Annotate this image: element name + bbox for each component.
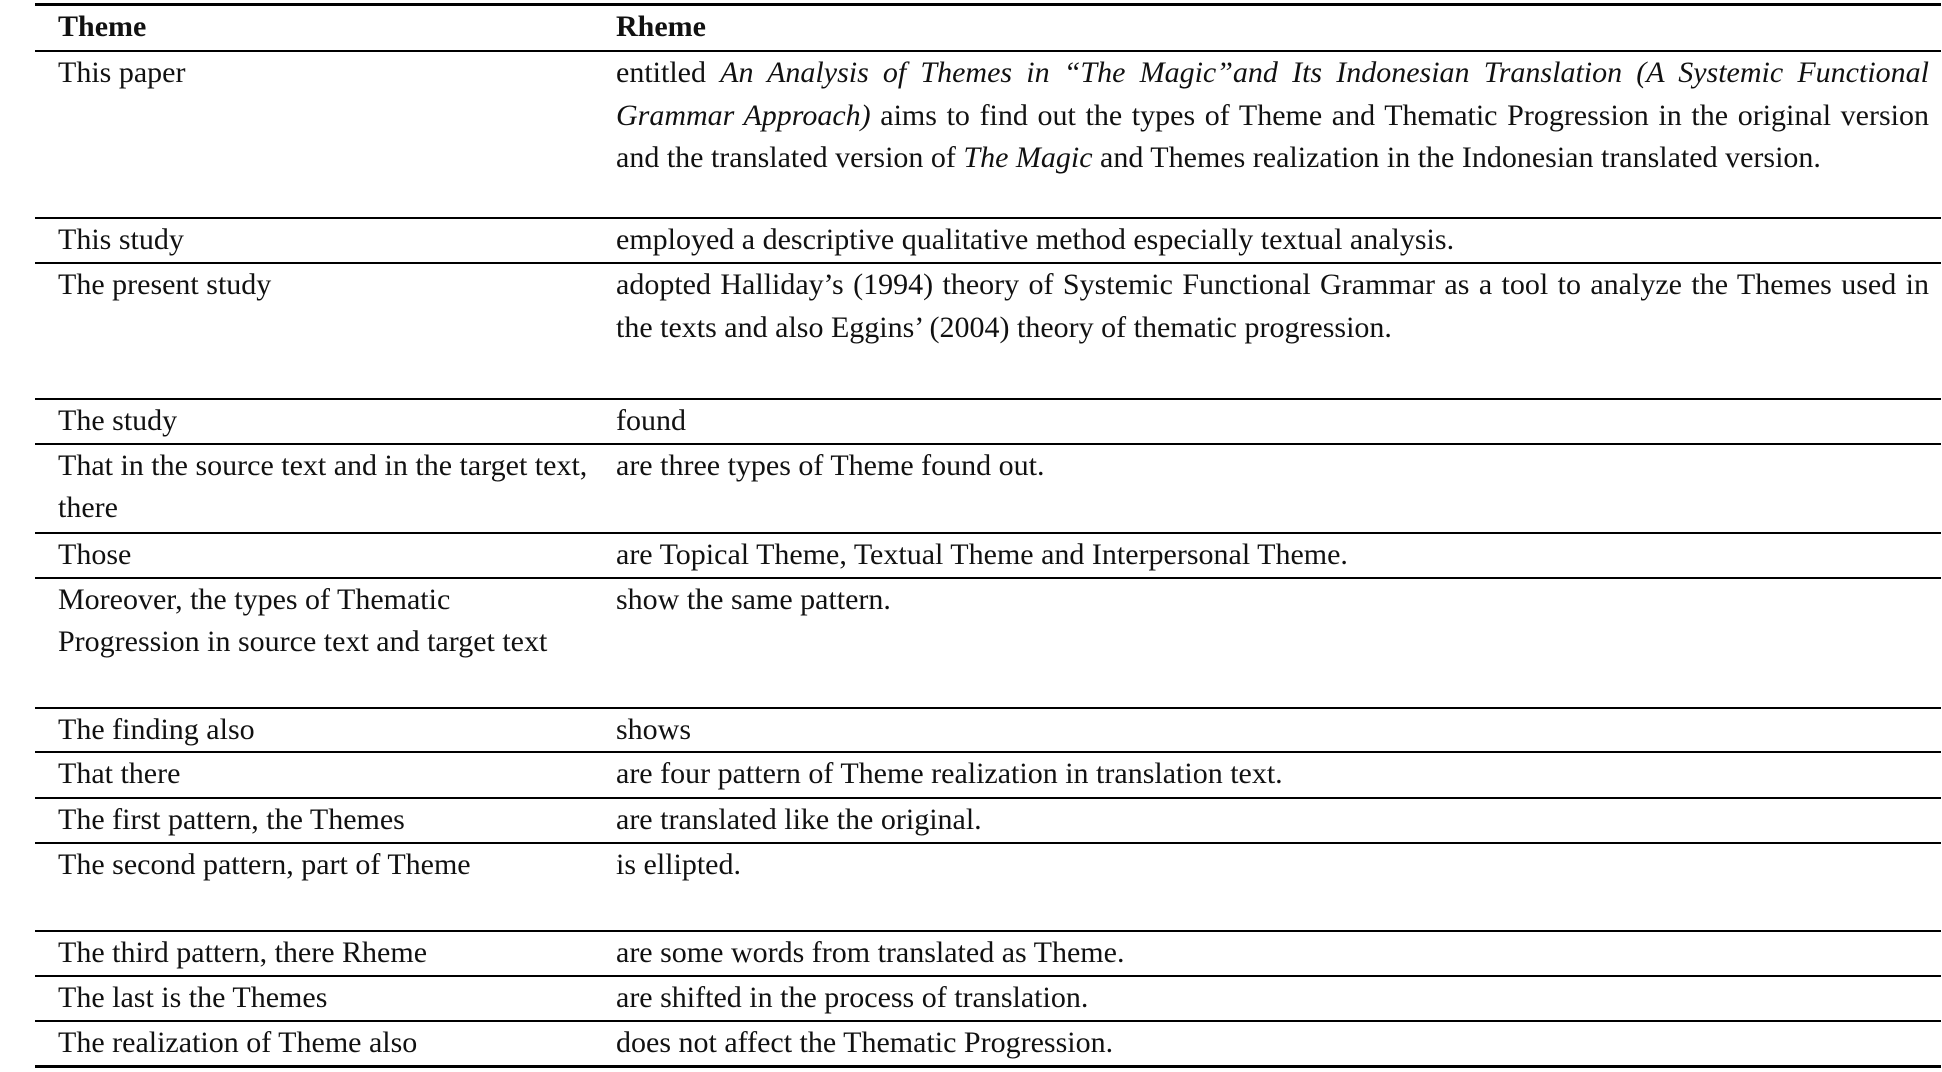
rheme-cell [593,444,1941,533]
theme-cell: The finding also [35,708,593,753]
table-row [35,578,1941,708]
theme-cell: This study [35,218,593,263]
rheme-cell [593,51,1941,218]
rheme-text: does not affect the Thematic Progression. [616,1025,1114,1059]
rheme-cell [593,843,1941,931]
rheme-cell [593,708,1941,753]
rheme-text: found [616,404,686,437]
rheme-text: aims to find out the types of Theme and Thematic Progression in the original version and the translated version of [616,98,1929,175]
theme-rheme-table [35,3,1941,1068]
theme-cell: The last is the Themes [35,976,593,1021]
rheme-text: and Themes realization in the Indonesian translated version. [1092,141,1821,175]
rheme-italic-text: An Analysis of Themes in “The Magic”and Its Indonesian Translation (A Systemic Functional Grammar Approach) [616,56,1929,132]
table-header-row [35,5,1941,52]
table-row [35,444,1941,533]
table-row [35,1021,1941,1066]
rheme-text: are three types of Theme found out. [616,448,1045,482]
table-row [35,752,1941,798]
rheme-cell [593,263,1941,399]
rheme-cell [593,1021,1941,1066]
theme-cell: The third pattern, there Rheme [35,931,593,976]
rheme-text: entitled [616,56,721,89]
theme-cell: The first pattern, the Themes [35,798,593,843]
rheme-text: is ellipted. [616,848,741,882]
rheme-text: are translated like the original. [616,803,982,837]
table-row [35,51,1941,218]
table-row [35,708,1941,753]
table-row [35,533,1941,578]
theme-cell: Those [35,533,593,578]
rheme-text: employed a descriptive qualitative method especially textual analysis. [616,223,1455,256]
theme-cell: This paper [35,51,593,218]
theme-cell: The realization of Theme also [35,1021,593,1066]
header-theme: Theme [35,5,593,52]
theme-cell: The present study [35,263,593,399]
table-row [35,399,1941,444]
rheme-text: show the same pattern. [616,582,891,616]
rheme-cell [593,752,1941,798]
rheme-cell [593,218,1941,263]
table-row [35,798,1941,843]
rheme-text: adopted Halliday’s (1994) theory of Systemic Functional Grammar as a tool to analyze the Themes used in the texts and also Eggins’ (2004) theory of thematic progression. [616,268,1929,344]
rheme-cell [593,578,1941,708]
table-row [35,263,1941,399]
theme-cell: That there [35,752,593,798]
rheme-text: shows [616,712,692,746]
table-row [35,843,1941,931]
rheme-cell [593,976,1941,1021]
rheme-text: are shifted in the process of translation. [616,981,1089,1015]
table-row [35,218,1941,263]
theme-cell: The study [35,399,593,444]
rheme-text: are Topical Theme, Textual Theme and Interpersonal Theme. [616,537,1348,571]
table-row [35,976,1941,1021]
theme-cell: The second pattern, part of Theme [35,843,593,931]
table-body [35,51,1941,1066]
rheme-cell [593,798,1941,843]
theme-cell: Moreover, the types of Thematic Progression in source text and target text [35,578,593,708]
rheme-cell [593,931,1941,976]
theme-cell: That in the source text and in the target text, there [35,444,593,533]
rheme-cell [593,533,1941,578]
table-row [35,931,1941,976]
rheme-italic-text: The Magic [963,141,1093,175]
rheme-text: are some words from translated as Theme. [616,936,1125,970]
header-rheme: Rheme [593,5,1941,52]
rheme-text: are four pattern of Theme realization in translation text. [616,757,1283,791]
rheme-cell [593,399,1941,444]
